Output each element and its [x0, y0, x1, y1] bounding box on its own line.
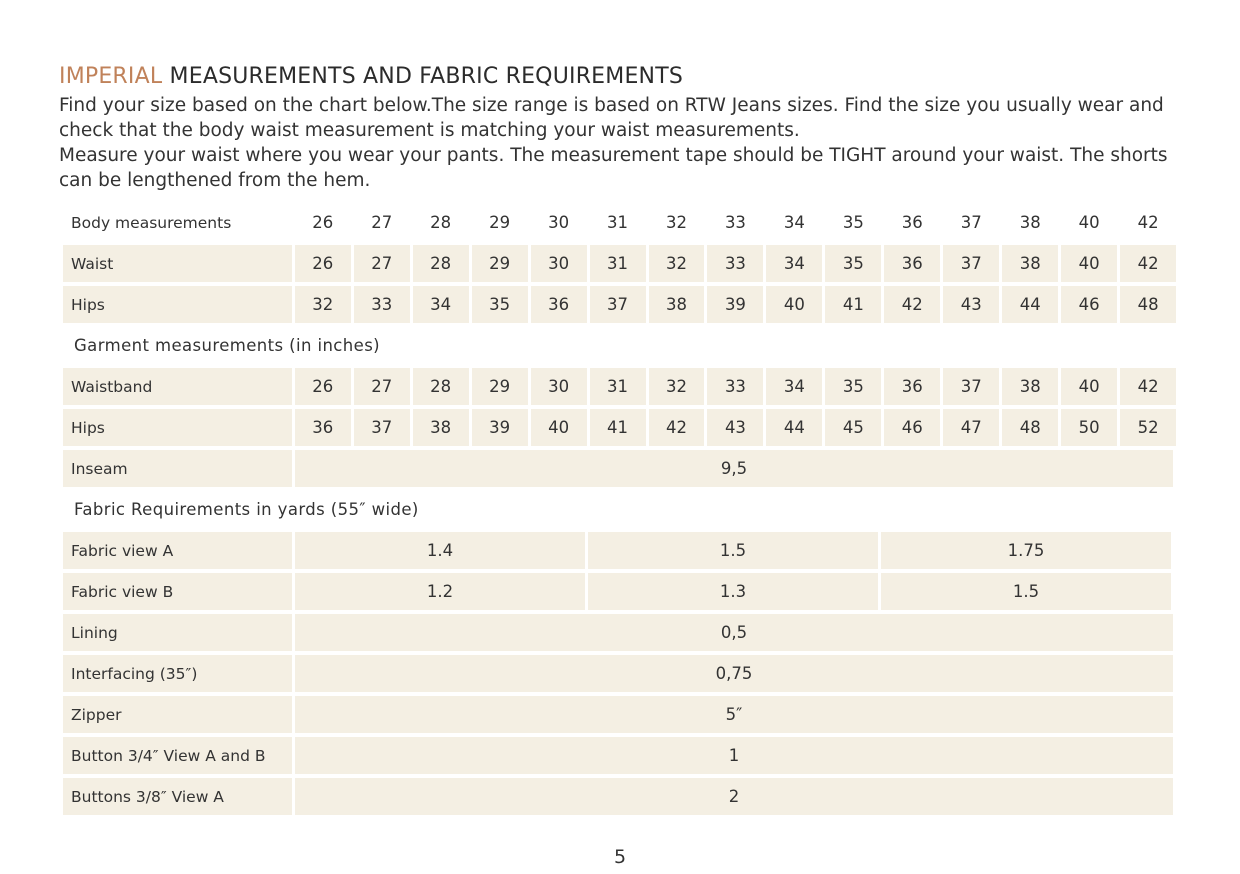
body-measurements-header-row [63, 204, 1176, 241]
table-cell: 28 [413, 368, 469, 405]
page-title [59, 64, 683, 89]
table-cell: 42 [1120, 368, 1176, 405]
table-cell: 0,5 [295, 614, 1173, 651]
fabric-view-b-row [63, 573, 1176, 610]
table-cell: 38 [1002, 245, 1058, 282]
table-cell: 41 [590, 409, 646, 446]
table-cell: 42 [649, 409, 705, 446]
table-cell: 44 [1002, 286, 1058, 323]
row-label: Hips [63, 286, 292, 323]
fabric-requirements-heading: Fabric Requirements in yards (55″ wide) [74, 500, 419, 519]
table-cell: 1.2 [295, 573, 585, 610]
table-cell: 50 [1061, 409, 1117, 446]
table-cell: 32 [295, 286, 351, 323]
size-header: 26 [312, 213, 334, 232]
table-cell: 39 [707, 286, 763, 323]
table-cell: 5″ [295, 696, 1173, 733]
row-label: Button 3/4″ View A and B [63, 737, 292, 774]
table-cell: 1.5 [588, 532, 878, 569]
table-cell: 2 [295, 778, 1173, 815]
table-cell: 29 [472, 245, 528, 282]
row-label: Zipper [63, 696, 292, 733]
size-header: 36 [901, 213, 923, 232]
lining-row [63, 614, 1176, 651]
table-cell: 38 [1002, 368, 1058, 405]
table-cell: 34 [766, 368, 822, 405]
title-rest: MEASUREMENTS AND FABRIC REQUIREMENTS [169, 64, 684, 89]
title-accent: IMPERIAL [59, 64, 163, 89]
table-cell: 44 [766, 409, 822, 446]
table-cell: 40 [531, 409, 587, 446]
row-label: Fabric view A [63, 532, 292, 569]
inseam-row [63, 450, 1176, 487]
table-cell: 35 [825, 245, 881, 282]
table-cell: 34 [766, 245, 822, 282]
table-cell: 35 [472, 286, 528, 323]
size-header: 40 [1078, 213, 1100, 232]
table-cell: 48 [1120, 286, 1176, 323]
size-header: 31 [607, 213, 629, 232]
intro-paragraph-2: Measure your waist where you wear your pants. The measurement tape should be TIGHT around your waist. The shorts can be lengthened from the hem. [59, 145, 1168, 191]
table-cell: 31 [590, 368, 646, 405]
table-cell: 43 [943, 286, 999, 323]
table-cell: 30 [531, 245, 587, 282]
garment-waistband-row [63, 368, 1176, 405]
table-cell: 32 [649, 368, 705, 405]
table-cell: 43 [707, 409, 763, 446]
table-cell: 1 [295, 737, 1173, 774]
table-cell: 1.3 [588, 573, 878, 610]
row-label: Waist [63, 245, 292, 282]
size-header: 30 [548, 213, 570, 232]
table-cell: 40 [1061, 245, 1117, 282]
fabric-view-a-row [63, 532, 1176, 569]
button-a-b-row [63, 737, 1176, 774]
table-cell: 36 [884, 245, 940, 282]
row-label: Hips [63, 409, 292, 446]
table-cell: 39 [472, 409, 528, 446]
table-cell: 33 [707, 245, 763, 282]
table-cell: 47 [943, 409, 999, 446]
table-cell: 38 [413, 409, 469, 446]
table-cell: 37 [590, 286, 646, 323]
table-cell: 33 [707, 368, 763, 405]
table-cell: 36 [884, 368, 940, 405]
table-cell: 36 [295, 409, 351, 446]
size-header: 28 [430, 213, 452, 232]
table-cell: 0,75 [295, 655, 1173, 692]
body-hips-row [63, 286, 1176, 323]
row-label: Lining [63, 614, 292, 651]
page-number: 5 [613, 846, 627, 868]
intro-text [59, 93, 1169, 193]
row-label: Inseam [63, 450, 292, 487]
zipper-row [63, 696, 1176, 733]
table-cell: 1.4 [295, 532, 585, 569]
table-cell: 42 [1120, 245, 1176, 282]
table-cell: 46 [1061, 286, 1117, 323]
table-cell: 52 [1120, 409, 1176, 446]
garment-measurements-heading: Garment measurements (in inches) [74, 336, 381, 355]
table-cell: 28 [413, 245, 469, 282]
size-header: 27 [371, 213, 393, 232]
table-cell: 26 [295, 368, 351, 405]
table-cell: 38 [649, 286, 705, 323]
table-cell: 33 [354, 286, 410, 323]
body-measurements-label: Body measurements [71, 213, 232, 232]
table-cell: 40 [1061, 368, 1117, 405]
table-cell: 48 [1002, 409, 1058, 446]
buttons-view-a-row [63, 778, 1176, 815]
row-label: Interfacing (35″) [63, 655, 292, 692]
size-header: 35 [842, 213, 864, 232]
table-cell: 9,5 [295, 450, 1173, 487]
size-header: 33 [724, 213, 746, 232]
body-waist-row [63, 245, 1176, 282]
table-cell: 34 [413, 286, 469, 323]
row-label: Fabric view B [63, 573, 292, 610]
table-cell: 42 [884, 286, 940, 323]
table-cell: 27 [354, 245, 410, 282]
table-cell: 1.75 [881, 532, 1171, 569]
table-cell: 37 [943, 245, 999, 282]
table-cell: 45 [825, 409, 881, 446]
table-cell: 40 [766, 286, 822, 323]
table-cell: 30 [531, 368, 587, 405]
garment-hips-row [63, 409, 1176, 446]
table-cell: 35 [825, 368, 881, 405]
size-header: 42 [1137, 213, 1159, 232]
table-cell: 29 [472, 368, 528, 405]
table-cell: 37 [943, 368, 999, 405]
size-header: 38 [1019, 213, 1041, 232]
table-cell: 36 [531, 286, 587, 323]
table-cell: 26 [295, 245, 351, 282]
table-cell: 37 [354, 409, 410, 446]
row-label: Waistband [63, 368, 292, 405]
size-header: 29 [489, 213, 511, 232]
table-cell: 27 [354, 368, 410, 405]
table-cell: 46 [884, 409, 940, 446]
size-chart-table [63, 204, 1176, 819]
table-cell: 41 [825, 286, 881, 323]
size-header: 34 [783, 213, 805, 232]
size-header: 32 [665, 213, 687, 232]
intro-paragraph-1: Find your size based on the chart below.The size range is based on RTW Jeans sizes. Find the size you usually wear and check that the body waist measurement is matching your waist measurements. [59, 95, 1164, 141]
table-cell: 1.5 [881, 573, 1171, 610]
table-cell: 31 [590, 245, 646, 282]
size-header: 37 [960, 213, 982, 232]
table-cell: 32 [649, 245, 705, 282]
interfacing-row [63, 655, 1176, 692]
row-label: Buttons 3/8″ View A [63, 778, 292, 815]
